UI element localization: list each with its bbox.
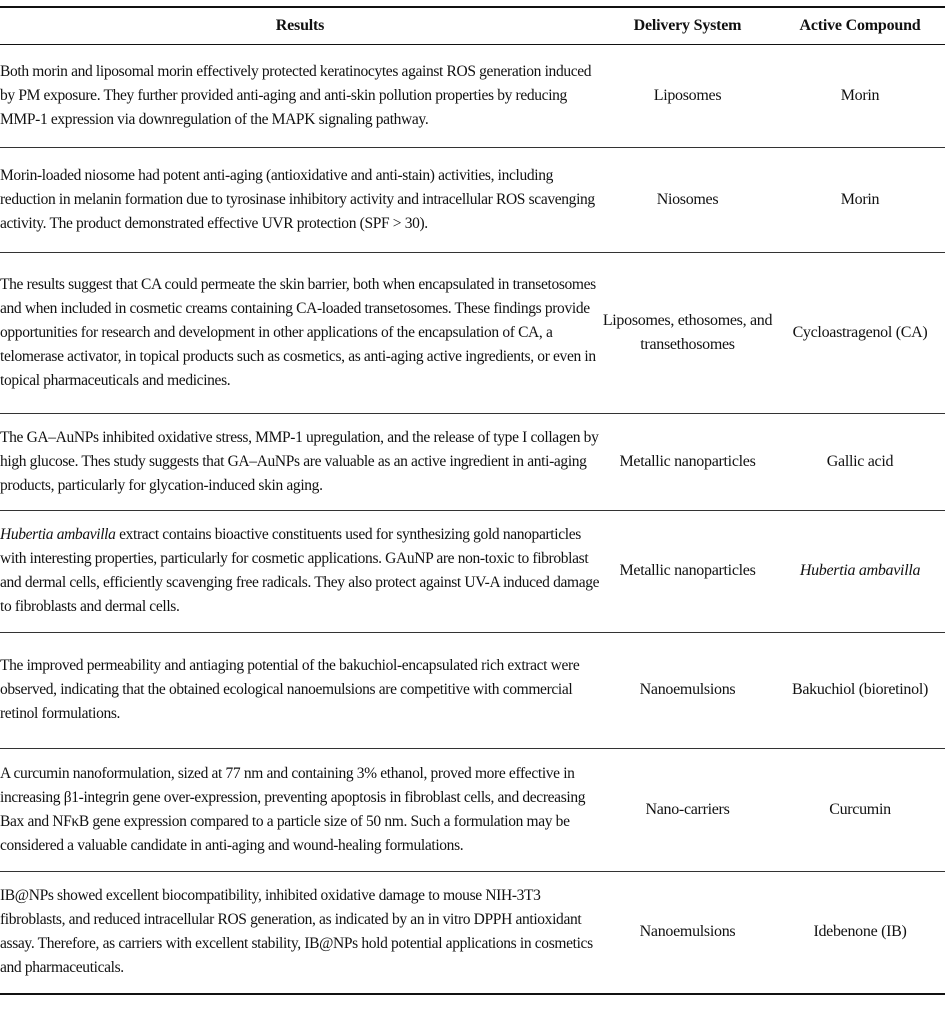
table-row	[0, 413, 945, 510]
table-row	[0, 510, 945, 632]
header-results: Results	[275, 16, 325, 34]
delivery-system-cell: Nanoemulsions	[639, 681, 736, 698]
species-name-italic: Hubertia ambavilla	[0, 526, 116, 543]
results-cell	[0, 510, 600, 632]
delivery-system-cell: Nano-carriers	[645, 800, 730, 818]
delivery-system-cell: Nanoemulsions	[639, 923, 736, 941]
active-compound-cell: Idebenone (IB)	[813, 923, 907, 941]
table-row	[0, 147, 945, 252]
active-compound-cell: Gallic acid	[826, 452, 894, 470]
results-cell: IB@NPs showed excellent biocompatibility, inhibited oxidative damage to mouse NIH-3T3 fibroblasts, and reduced intracellular ROS generation, as indicated by an in vitro DPPH antioxidant assay. Therefore, as carriers with excellent stability, IB@NPs hold potential applications in cosmetics and pharmaceuticals.	[0, 887, 593, 977]
header-active-compound: Active Compound	[799, 16, 921, 34]
header-delivery-system: Delivery System	[633, 16, 742, 34]
results-cell: A curcumin nanoformulation, sized at 77 nm and containing 3% ethanol, proved more effective in increasing β1-integrin gene over-expression, preventing apoptosis in fibroblast cells, and decreasing Bax and NFκB gene expression compared to a particle size of 50 nm. Such a formulation may be considered a valuable candidate in anti-aging and wound-healing formulations.	[0, 764, 586, 854]
delivery-system-cell: Niosomes	[656, 190, 719, 208]
delivery-system-cell: Metallic nanoparticles	[619, 562, 756, 579]
table-row	[0, 44, 945, 147]
active-compound-cell: Morin	[840, 86, 880, 104]
results-cell: The improved permeability and antiaging potential of the bakuchiol-encapsulated rich extract were observed, indicating that the obtained ecological nanoemulsions are competitive with commercial retinol formulations.	[0, 657, 580, 722]
results-text: extract contains bioactive constituents used for synthesizing gold nanoparticles with interesting properties, particularly for cosmetic applications. GAuNP are non-toxic to fibroblast and dermal cells, efficiently scavenging free radicals. They also protect against UV-A induced damage to fibroblasts and dermal cells.	[0, 526, 600, 615]
table-row	[0, 871, 945, 994]
table-row	[0, 252, 945, 413]
active-compound-cell: Hubertia ambavilla	[799, 562, 921, 579]
results-cell: The results suggest that CA could permeate the skin barrier, both when encapsulated in transetosomes and when included in cosmetic creams containing CA-loaded transetosomes. These findings provide opportunities for research and development in other applications of the encapsulation of CA, a telomerase activator, in topical products such as cosmetics, as anti-aging active ingredients, or even in topical pharmaceuticals and medicines.	[0, 275, 596, 389]
results-table	[0, 6, 945, 995]
results-cell: Morin-loaded niosome had potent anti-aging (antioxidative and anti-stain) activities, including reduction in melanin formation due to tyrosinase inhibitory activity and intracellular ROS scavenging activity. The product demonstrated effective UVR protection (SPF > 30).	[0, 166, 595, 232]
active-compound-cell: Morin	[840, 190, 880, 208]
results-cell: The GA–AuNPs inhibited oxidative stress, MMP-1 upregulation, and the release of type I collagen by high glucose. Thes study suggests that GA–AuNPs are valuable as an active ingredient in anti-aging products, particularly for glycation-induced skin aging.	[0, 428, 599, 494]
table-header-row	[0, 7, 945, 44]
results-cell: Both morin and liposomal morin effectively protected keratinocytes against ROS generation induced by PM exposure. They further provided anti-aging and anti-skin pollution properties by reducing MMP-1 expression via downregulation of the MAPK signaling pathway.	[0, 62, 592, 128]
active-compound-cell: Curcumin	[829, 800, 891, 818]
table-row	[0, 632, 945, 748]
delivery-system-cell: Liposomes, ethosomes, and transethosomes	[602, 311, 773, 353]
active-compound-cell: Bakuchiol (bioretinol)	[791, 681, 929, 698]
delivery-system-cell: Liposomes	[653, 86, 722, 104]
delivery-system-cell: Metallic nanoparticles	[619, 452, 756, 470]
active-compound-cell: Cycloastragenol (CA)	[792, 323, 928, 341]
table-row	[0, 748, 945, 871]
